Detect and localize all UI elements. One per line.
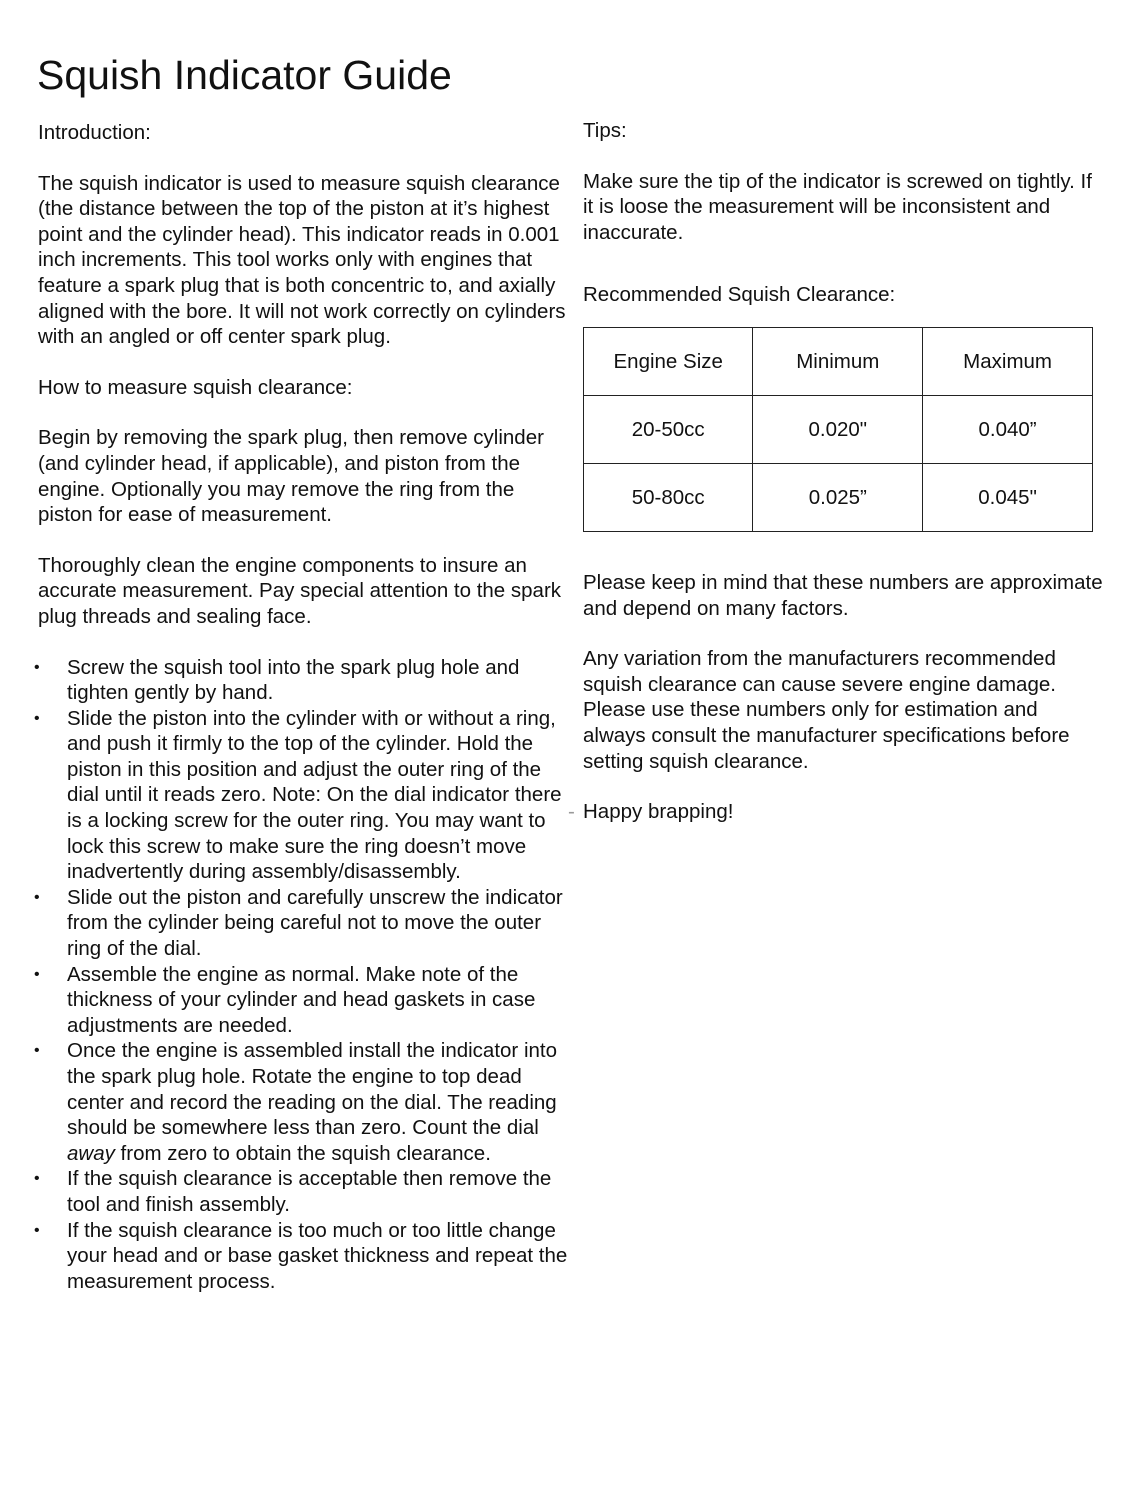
cell-maximum: 0.040” [923, 395, 1093, 463]
approximate-note: Please keep in mind that these numbers are approximate and depend on many factors. [583, 570, 1103, 620]
list-item: • Slide out the piston and carefully unscrew the indicator from the cylinder being careful not to move the outer ring of the dial. [34, 885, 563, 961]
right-column [568, 118, 1103, 825]
page-title: Squish Indicator Guide [37, 52, 452, 98]
emphasis-away: away [67, 1141, 115, 1165]
header-maximum: Maximum [923, 327, 1093, 395]
how-to-paragraph-1: Begin by removing the spark plug, then remove cylinder (and cylinder head, if applicable), and piston from the engine. Optionally you may remove the ring from the piston for ease of measurement. [38, 426, 544, 527]
tips-heading: Tips: [583, 119, 627, 142]
header-engine-size: Engine Size [584, 327, 753, 395]
list-item: • If the squish clearance is too much or too little change your head and or base gasket thickness and repeat the measurement process. [34, 1218, 568, 1293]
cell-minimum: 0.020" [753, 395, 923, 463]
header-minimum: Minimum [753, 327, 923, 395]
tips-body: Make sure the tip of the indicator is screwed on tightly. If it is loose the measurement will be inconsistent and inaccurate. [583, 169, 1092, 244]
bullet-icon: • [34, 1042, 40, 1060]
introduction-body: The squish indicator is used to measure squish clearance (the distance between the top of the piston at it’s highest point and the cylinder head). This indicator reads in 0.001 inch increments. This tool works only with engines that feature a spark plug that is both concentric to, and axially aligned with the bore. It will not work correctly on cylinders with an angled or off center spark plug. [38, 171, 566, 349]
steps-list [34, 655, 568, 1295]
bullet-icon: • [34, 1170, 40, 1188]
cell-engine-size: 50-80cc [584, 463, 753, 531]
list-item: • Screw the squish tool into the spark plug hole and tighten gently by hand. [34, 655, 520, 705]
clearance-table [583, 327, 1093, 532]
cell-minimum: 0.025” [753, 463, 923, 531]
how-to-paragraph-2: Thoroughly clean the engine components to insure an accurate measurement. Pay special attention to the spark plug threads and sealing face. [38, 553, 562, 628]
introduction-heading: Introduction: [38, 121, 151, 144]
scan-mark: - [568, 800, 575, 824]
signoff: - Happy brapping! [568, 800, 734, 824]
list-item: • Assemble the engine as normal. Make note of the thickness of your cylinder and head gaskets in case adjustments are needed. [34, 962, 536, 1037]
bullet-icon: • [34, 1221, 40, 1239]
bullet-icon: • [34, 658, 40, 676]
table-heading: Recommended Squish Clearance: [583, 283, 896, 307]
cell-maximum: 0.045" [923, 463, 1093, 531]
bullet-icon: • [34, 888, 40, 906]
warning-paragraph: Any variation from the manufacturers recommended squish clearance can cause severe engine damage. Please use these numbers only for estimation and always consult the manufacturer specifications before setting squish clearance. [583, 647, 1070, 773]
table-header-row [584, 327, 1093, 395]
list-item: • If the squish clearance is acceptable then remove the tool and finish assembly. [34, 1167, 552, 1216]
list-item: • Slide the piston into the cylinder with or without a ring, and push it firmly to the top of the cylinder. Hold the piston in this position and adjust the outer ring of the dial until it reads zero. Note: On the dial indicator there is a locking screw for the outer ring. You may want to lock this screw to make sure the ring doesn’t move inadvertently during assembly/disassembly. [34, 706, 562, 884]
table-row [584, 395, 1093, 463]
bullet-icon: • [34, 709, 40, 727]
cell-engine-size: 20-50cc [584, 395, 753, 463]
bullet-icon: • [34, 965, 40, 983]
left-column [34, 120, 568, 1294]
table-row [584, 463, 1093, 531]
list-item: • Once the engine is assembled install the indicator into the spark plug hole. Rotate the engine to top dead center and record the reading on the dial. The reading should be somewhere less than zero. Count the dial away from zero to obtain the squish clearance. [34, 1039, 558, 1165]
how-to-heading: How to measure squish clearance: [38, 375, 353, 399]
